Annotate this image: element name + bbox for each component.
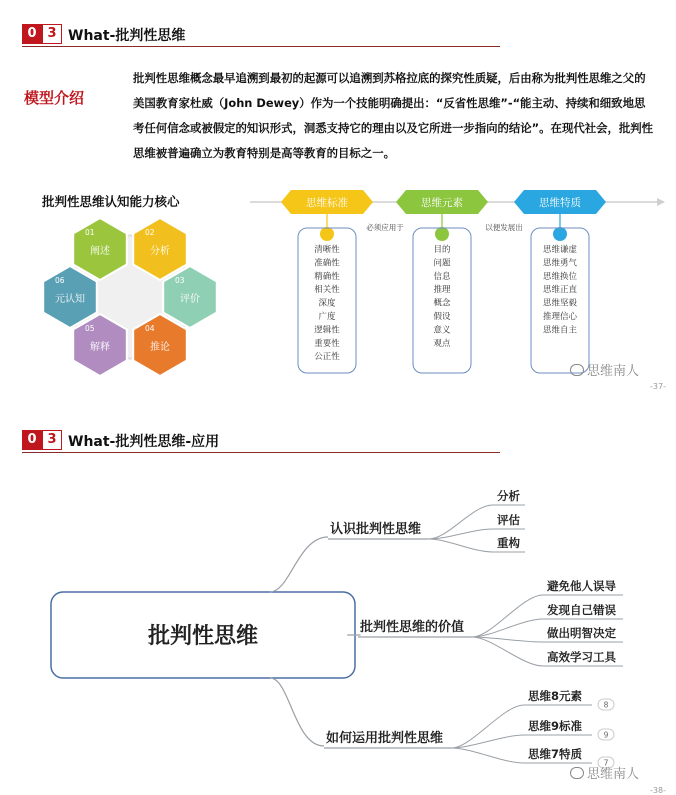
count-badge-value: 9 bbox=[603, 730, 609, 740]
hexagon-number: 05 bbox=[85, 324, 95, 333]
node-dot bbox=[320, 227, 334, 241]
list-item: 意义 bbox=[433, 325, 451, 336]
hexagon-label: 评价 bbox=[180, 294, 200, 305]
list-item: 广度 bbox=[318, 312, 336, 322]
mindmap-branch-2 bbox=[348, 579, 623, 666]
list-item: 清晰性 bbox=[314, 245, 340, 255]
page-number-37: -37- bbox=[650, 382, 666, 391]
cognitive-core-hexagon-diagram bbox=[30, 214, 230, 384]
section2-title: What-批判性思维-应用 bbox=[68, 434, 220, 450]
hexagon-number: 02 bbox=[145, 228, 155, 237]
page-number-38: -38- bbox=[650, 786, 666, 795]
list-item: 概念 bbox=[433, 298, 451, 309]
branch-connector bbox=[270, 537, 328, 592]
list-item: 精确性 bbox=[314, 271, 340, 282]
list-item: 问题 bbox=[433, 258, 451, 269]
mindmap-center-label: 批判性思维 bbox=[147, 624, 259, 649]
list-item: 准确性 bbox=[314, 258, 340, 269]
section-divider bbox=[22, 46, 500, 47]
hexagon-number: 03 bbox=[175, 276, 185, 285]
list-item: 思维坚毅 bbox=[542, 298, 578, 309]
branch-label: 认识批判性思维 bbox=[330, 522, 422, 537]
application-mind-map bbox=[0, 470, 676, 790]
child-label: 做出明智决定 bbox=[547, 626, 616, 640]
hexagon-label: 阐述 bbox=[90, 246, 110, 257]
child-label: 高效学习工具 bbox=[547, 650, 616, 664]
list-item: 深度 bbox=[318, 298, 336, 309]
connector-label: 必须应用于 bbox=[366, 223, 404, 232]
list-item: 思维谦虚 bbox=[542, 245, 578, 255]
child-connector bbox=[452, 748, 525, 763]
thinking-framework-diagram bbox=[245, 180, 665, 380]
node-dot bbox=[553, 227, 567, 241]
watermark-2: 思维南人 bbox=[570, 763, 639, 782]
mindmap-branch-3 bbox=[270, 678, 614, 768]
branch-label: 批判性思维的价值 bbox=[360, 620, 465, 635]
child-connector bbox=[452, 735, 525, 748]
child-label: 思维7特质 bbox=[528, 747, 583, 761]
node-label: 思维标准 bbox=[306, 197, 348, 209]
intro-paragraph: 批判性思维概念最早追溯到最初的起源可以追溯到苏格拉底的探究性质疑，后由称为批判性思维之父的美国教育家杜威（John Dewey）作为一个技能明确提出：“反省性思维”-“能主动、持续和细致地思考任何信念或被假定的知识形式，洞悉支持它的理由以及它所进一步指向的结论”。在现代社会，批判性思维被普遍确立为教育特别是高等教育的目标之一。 bbox=[133, 71, 654, 160]
list-item: 信息 bbox=[433, 271, 451, 282]
hexagon-diagram-title: 批判性思维认知能力核心 bbox=[42, 194, 180, 209]
child-label: 分析 bbox=[497, 489, 520, 503]
node-dot bbox=[435, 227, 449, 241]
child-label: 思维9标准 bbox=[528, 719, 583, 733]
list-item: 假设 bbox=[433, 312, 451, 322]
list-item: 思维正直 bbox=[542, 285, 578, 296]
hexagon-number: 06 bbox=[55, 276, 65, 285]
list-item: 逻辑性 bbox=[314, 325, 340, 336]
child-label: 重构 bbox=[497, 536, 520, 550]
list-item: 目的 bbox=[433, 245, 451, 255]
section2-divider bbox=[22, 452, 500, 453]
child-label: 发现自己错误 bbox=[547, 603, 616, 617]
connector-label: 以便发展出 bbox=[485, 223, 523, 232]
section-number-second-digit: 3 bbox=[42, 24, 62, 44]
node-label: 思维特质 bbox=[539, 197, 581, 209]
model-intro-label: 模型介绍 bbox=[24, 89, 85, 107]
hexagon-number: 01 bbox=[85, 228, 95, 237]
list-item: 思维勇气 bbox=[542, 258, 578, 269]
watermark-1: 思维南人 bbox=[570, 360, 639, 379]
list-item: 推理信心 bbox=[542, 312, 578, 322]
count-badge-value: 7 bbox=[603, 758, 609, 768]
section-number-first-digit: 0 bbox=[22, 24, 42, 44]
wechat-icon bbox=[570, 767, 584, 779]
child-connector bbox=[472, 595, 543, 637]
hexagon-label: 推论 bbox=[150, 342, 170, 353]
count-badge-value: 8 bbox=[603, 700, 609, 710]
framework-node-思维元素 bbox=[396, 190, 488, 373]
framework-node-思维标准 bbox=[281, 190, 373, 373]
child-connector bbox=[429, 529, 494, 539]
framework-node-思维特质 bbox=[514, 190, 606, 373]
list-item: 思维换位 bbox=[542, 271, 578, 282]
section2-number-second-digit: 3 bbox=[42, 430, 62, 450]
list-item: 观点 bbox=[433, 338, 451, 349]
section2-number-first-digit: 0 bbox=[22, 430, 42, 450]
hexagon-number: 04 bbox=[145, 324, 155, 333]
mindmap-branch-1 bbox=[270, 489, 525, 592]
child-label: 评估 bbox=[497, 513, 520, 527]
timeline-arrowhead bbox=[657, 198, 665, 206]
section-title: What-批判性思维 bbox=[68, 28, 186, 44]
branch-connector bbox=[270, 678, 324, 746]
wechat-icon bbox=[570, 364, 584, 376]
hexagon-label: 分析 bbox=[150, 246, 170, 257]
list-item: 推理 bbox=[433, 285, 451, 296]
list-item: 公正性 bbox=[314, 352, 340, 363]
child-label: 思维8元素 bbox=[528, 689, 583, 703]
branch-label: 如何运用批判性思维 bbox=[326, 731, 444, 746]
hexagon-label: 解释 bbox=[90, 342, 110, 353]
hexagon-label: 元认知 bbox=[55, 294, 85, 305]
node-label: 思维元素 bbox=[421, 197, 463, 209]
child-connector bbox=[429, 539, 494, 552]
child-label: 避免他人误导 bbox=[547, 579, 616, 593]
list-item: 重要性 bbox=[314, 338, 340, 349]
list-item: 思维自主 bbox=[542, 325, 578, 336]
list-item: 相关性 bbox=[314, 285, 340, 296]
